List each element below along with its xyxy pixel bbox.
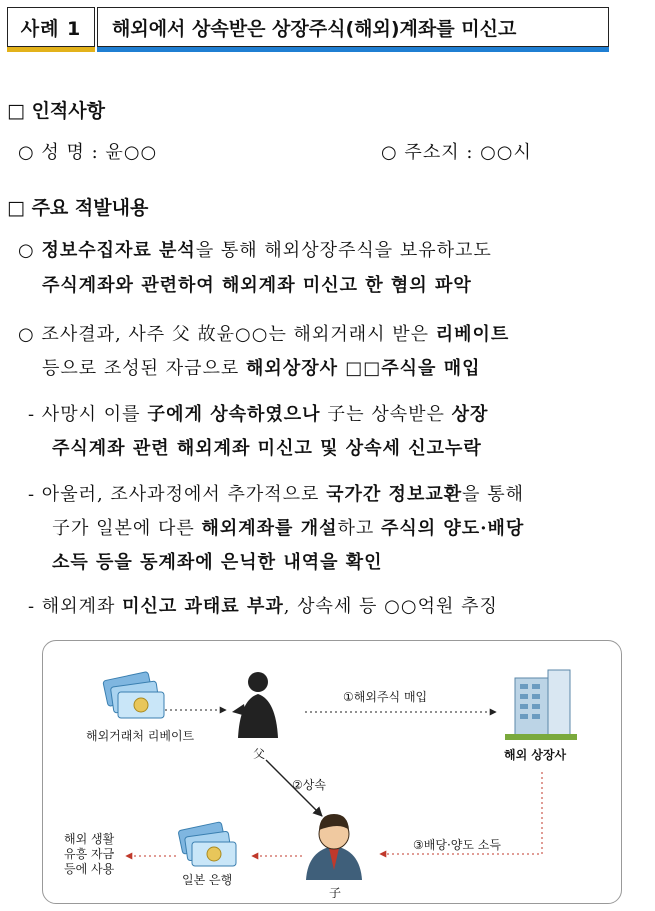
arrow1-label: ①해외주식 매입	[343, 690, 428, 704]
bullet: ○	[18, 240, 42, 261]
usage-line-2: 유흥 자금	[64, 847, 115, 861]
emphasis: 리베이트	[435, 324, 510, 345]
page-title: 해외에서 상속받은 상장주식(해외)계좌를 미신고	[97, 7, 609, 47]
text: - 사망시 이를	[28, 404, 148, 425]
usage-line-3: 등에 사용	[64, 862, 115, 876]
detail-2-line-3: 소득 등을 동계좌에 은닉한 내역을 확인	[52, 552, 383, 573]
bank-label: 일본 은행	[182, 873, 233, 887]
text: ○ 조사결과, 사주 父 故윤○○는 해외거래시 받은	[18, 324, 436, 345]
text: 子가 일본에 다른	[52, 518, 202, 539]
name-line: ○ 성 명 : 윤○○	[18, 142, 158, 163]
text: 子는 상속받은	[320, 404, 452, 425]
text: - 아울러, 조사과정에서 추가적으로	[28, 484, 327, 505]
text: 하고	[337, 518, 381, 539]
building-icon	[505, 670, 577, 740]
usage-label	[64, 832, 114, 877]
company-label: 해외 상장사	[504, 748, 567, 762]
usage-line-1: 해외 생활	[64, 832, 115, 846]
detail-1-line-2: 주식계좌 관련 해외계좌 미신고 및 상속세 신고누락	[52, 438, 482, 459]
paragraph-1-line-2: 주식계좌와 관련하여 해외계좌 미신고 한 혐의 파악	[42, 275, 472, 296]
son-person-icon	[306, 814, 362, 880]
father-label: 父	[253, 747, 266, 761]
father-silhouette-icon	[232, 672, 278, 738]
son-label: 子	[329, 886, 342, 900]
emphasis: 해외계좌를 개설	[201, 518, 338, 539]
emphasis: 정보수집자료 분석	[41, 240, 196, 261]
section-personal-info-heading: □ 인적사항	[7, 100, 105, 122]
text: , 상속세 등 ○○억원 추징	[283, 596, 498, 617]
address-line: ○ 주소지 : ○○시	[381, 142, 532, 163]
rebate-label: 해외거래처 리베이트	[86, 729, 195, 743]
text: 을 통해	[462, 484, 524, 505]
emphasis: 국가간 정보교환	[326, 484, 463, 505]
arrow3-label: ③배당·양도 소득	[413, 838, 501, 852]
emphasis: 子에게 상속하였으나	[147, 404, 321, 425]
emphasis: 해외상장사 □□주식을 매입	[246, 358, 481, 379]
money-icon	[103, 672, 164, 718]
case-label: 사례 1	[7, 7, 95, 47]
emphasis: 미신고 과태료 부과	[122, 596, 284, 617]
text: 등으로 조성된 자금으로	[42, 358, 247, 379]
bank-money-icon	[178, 822, 236, 866]
text: - 해외계좌	[28, 596, 123, 617]
emphasis: 상장	[451, 404, 489, 425]
arrow2-label: ②상속	[292, 778, 326, 792]
text: 을 통해 해외상장주식을 보유하고도	[195, 240, 492, 261]
section-findings-heading: □ 주요 적발내용	[7, 197, 149, 219]
emphasis: 주식의 양도·배당	[380, 518, 525, 539]
